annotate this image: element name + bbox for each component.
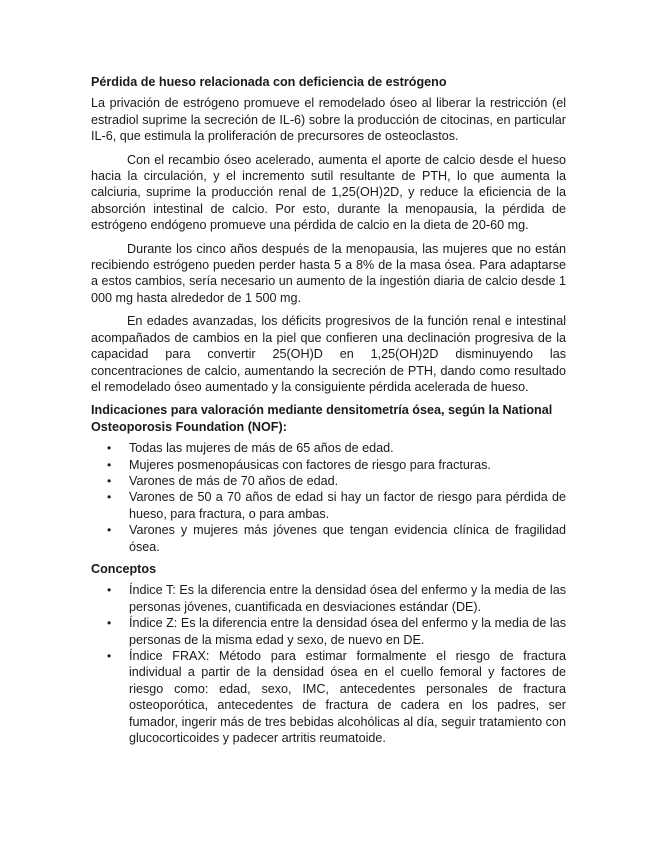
list-item-text: Índice T: Es la diferencia entre la densidad ósea del enfermo y la media de las personas jóvenes, cuantificada en desviaciones estándar (DE).: [129, 583, 566, 614]
list-item: [91, 489, 566, 522]
list-item-text: Índice FRAX: Método para estimar formalmente el riesgo de fractura individual a partir de la densidad ósea en el cuello femoral y factores de riesgo como: edad, sexo, IMC, antecedentes personales de fractura osteoporótica, antecedentes de fractura de cadera en los padres, ser fumador, ingerir más de tres bebidas alcohólicas al día, seguir tratamiento con glucocorticoides y padecer artritis reumatoide.: [129, 649, 566, 746]
section-heading-estrogen: Pérdida de hueso relacionada con deficiencia de estrógeno: [91, 75, 447, 89]
nof-indications-list: [91, 440, 566, 555]
list-item: [91, 522, 566, 555]
list-item: [91, 615, 566, 648]
list-item-text: Índice Z: Es la diferencia entre la densidad ósea del enfermo y la media de las personas de la misma edad y sexo, de nuevo en DE.: [129, 616, 566, 647]
list-item-text: Varones de 50 a 70 años de edad si hay un factor de riesgo para pérdida de hueso, para fractura, o para ambas.: [129, 490, 566, 521]
list-item: [91, 457, 566, 473]
list-item-text: Varones y mujeres más jóvenes que tengan evidencia clínica de fragilidad ósea.: [129, 523, 566, 554]
list-item: [91, 440, 566, 456]
concepts-list: [91, 582, 566, 746]
paragraph-estrogen-1: La privación de estrógeno promueve el remodelado óseo al liberar la restricción (el estradiol suprime la secreción de IL-6) sobre la producción de citocinas, en particular IL-6, que estimula la proliferación de precursores de osteoclastos.: [91, 96, 566, 144]
list-item: [91, 648, 566, 746]
bullet-icon: •: [107, 441, 112, 456]
list-item: [91, 582, 566, 615]
bullet-icon: •: [107, 490, 112, 505]
list-item: [91, 473, 566, 489]
bullet-icon: •: [107, 473, 112, 488]
paragraph-estrogen-4: En edades avanzadas, los déficits progresivos de la función renal e intestinal acompañados de cambios en la piel que confieren una declinación progresiva de la capacidad para convertir 25(OH)D en 1,25(OH)2D disminuyendo las concentraciones de calcio, aumentando la secreción de PTH, dando como resultado el remodelado óseo aumentado y la consiguiente pérdida acelerada de hueso.: [91, 314, 566, 394]
section-heading-nof: Indicaciones para valoración mediante densitometría ósea, según la National Osteoporosis Foundation (NOF):: [91, 403, 553, 434]
list-item-text: Mujeres posmenopáusicas con factores de riesgo para fracturas.: [129, 457, 491, 472]
bullet-icon: •: [107, 649, 112, 663]
bullet-icon: •: [107, 616, 112, 631]
list-item-text: Varones de más de 70 años de edad.: [129, 473, 339, 488]
paragraph-estrogen-2: Con el recambio óseo acelerado, aumenta el aporte de calcio desde el hueso hacia la circulación, y el incremento sutil resultante de PTH, lo que aumenta la calciuria, suprime la producción renal de 1,25(OH)2D, y reduce la eficiencia de la absorción intestinal de calcio. Por esto, durante la menopausia, la pérdida de estrógeno endógeno promueve una pérdida de calcio en la dieta de 20-60 mg.: [91, 152, 566, 233]
list-item-text: Todas las mujeres de más de 65 años de edad.: [129, 441, 394, 456]
bullet-icon: •: [107, 523, 112, 538]
paragraph-estrogen-3: Durante los cinco años después de la menopausia, las mujeres que no están recibiendo estrógeno pueden perder hasta 5 a 8% de la masa ósea. Para adaptarse a estos cambios, sería necesario un aumento de la ingestión diaria de calcio desde 1 000 mg hasta alrededor de 1 500 mg.: [91, 241, 566, 305]
bullet-icon: •: [107, 583, 112, 598]
section-heading-conceptos: Conceptos: [91, 561, 157, 576]
bullet-icon: •: [107, 457, 112, 472]
